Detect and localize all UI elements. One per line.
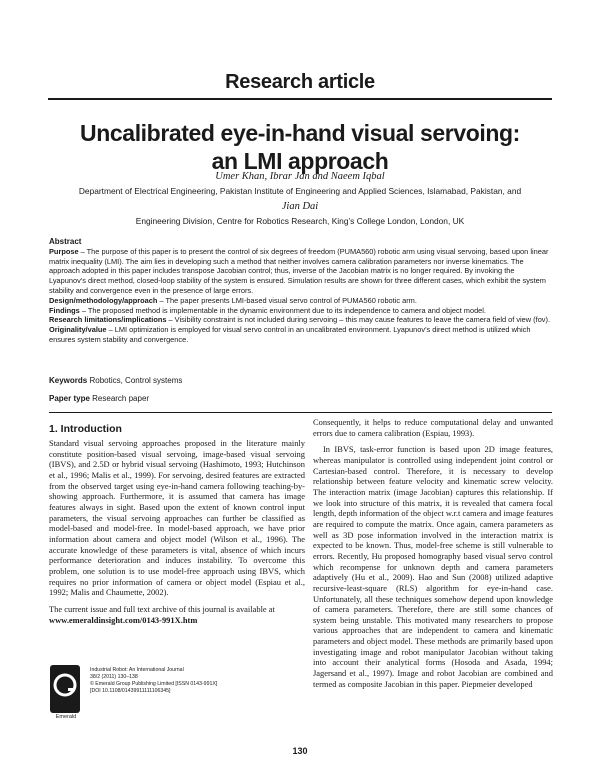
affiliation-1: Department of Electrical Engineering, Pakistan Institute of Engineering and Applied Sciences, Islamabad, Pakistan, and (78, 186, 522, 196)
abstract-originality (49, 325, 552, 345)
venue-note-text: The current issue and full text archive of this journal is available at (49, 603, 275, 614)
paper-type-label: Paper type (49, 394, 90, 403)
abstract-design (49, 296, 552, 306)
abstract-text: – The purpose of this paper is to present the control of six degrees of freedom (PUMA560) robotic arm using visual servoing, based upon linear matrix inequality (LMI). The aim lies in developing such a method that neither involves camera calibration parameters nor inverse kinematics. The approach adopted in this paper includes transpose Jacobian control; thus, inverse of the Jacobian matrix is no longer required. By invoking the Lyapunov’s direct method, closed-loop stability of the system is ensured. Simulation results are shown for three different cases, which exhibit the system stability and convergence even in the presence of large errors. (49, 246, 549, 295)
header-rule (48, 98, 552, 100)
journal-info-line: [DOI 10.1108/01439911111106345] (90, 688, 171, 694)
abstract-limitations (49, 315, 552, 325)
paper-title-line-2: an LMI approach (211, 148, 389, 174)
page-number: 130 (292, 746, 308, 756)
journal-info-line: © Emerald Group Publishing Limited [ISSN 0143-991X] (90, 681, 218, 687)
journal-info-line: 38/2 (2011) 130–138 (90, 674, 138, 680)
abstract-label: Findings (49, 305, 80, 315)
section-label: Research article (225, 71, 375, 93)
abstract-label: Design/methodology/approach (49, 295, 158, 305)
keywords-label: Keywords (49, 376, 88, 385)
venue-note (49, 604, 305, 625)
journal-url-link[interactable]: www.emeraldinsight.com/0143-991X.htm (49, 614, 198, 625)
paper-title (40, 119, 560, 175)
emerald-logo-icon (50, 665, 80, 713)
journal-info-line: Industrial Robot: An International Journal (90, 667, 184, 673)
author-list: Umer Khan, Ibrar Jan and Naeem Iqbal (215, 171, 385, 182)
body-paragraph: Consequently, it helps to reduce computational delay and unwanted errors due to camera calibration (Espiau, 1993). (313, 417, 553, 438)
abstract-label: Originality/value (49, 325, 107, 335)
body-column-left (49, 438, 305, 625)
affiliation-2: Engineering Division, Centre for Robotics Research, King’s College London, London, UK (135, 216, 465, 226)
author-2: Jian Dai (281, 201, 319, 212)
abstract (49, 237, 552, 345)
body-paragraph: In IBVS, task-error function is based upon 2D image features, whereas manipulator is controlled using independent joint control or Cartesian-based control. Therefore, it is necessary to develop relationship between feature velocity and kinematic screw velocity. The interaction matrix (image Jacobian) captures this relationship. If we look into structure of this matrix, it is revealed that camera focal length, depth information of the object w.r.t camera and image features are required to compute the matrix. Once again, camera parameters as well as 3D pose information involved in the interaction matrix is expected to be known. Thus, model-free scheme is still vulnerable to errors. Recently, Hu proposed homography based visual servo control which recompense for unknown depth and camera parameters adaptively (Hu et al., 2009). Hao and Sun (2008) utilized adaptive recursive-least-square (RLS) algorithm for eye-in-hand case. Unfortunately, all these techniques somehow depend upon knowledge of camera parameters. Therefore, there are still some chances of system being unstable. This motivated many researchers to propose various approaches that are independent to camera and kinematic parameters and object model. These methods are primarily based upon investigating image and robot manipulator Jacobian without taking into account their analytical forms (Hosoda and Asada, 1994; Jagersand et al., 1997). Image and robot Jacobian are combined and termed as composite Jacobian in this paper. Piepmeier developed (313, 444, 553, 689)
abstract-label: Research limitations/implications (49, 315, 167, 325)
abstract-label: Purpose (49, 246, 79, 256)
abstract-purpose (49, 247, 552, 296)
abstract-findings (49, 306, 552, 316)
section-divider (49, 412, 552, 413)
intro-heading: 1. Introduction (49, 423, 122, 435)
abstract-text: – The proposed method is implementable in the dynamic environment due to its independence to camera and object model. (79, 305, 486, 315)
journal-info (90, 667, 305, 695)
body-column-right (313, 417, 553, 689)
body-paragraph: Standard visual servoing approaches proposed in the literature mainly constitute position-based visual servoing, image-based visual servoing (IBVS), and 2.5D or hybrid visual servoing (Hashimoto, 1993; Hutchinson et al., 1996; Malis et al., 1999). For servoing, desired features are extracted from the observed target using eye-in-hand camera following teaching-by-showing approach. Furthermore, it is assumed that camera has image features always in sight. Based upon the extent of known control input parameters, the visual servoing approaches can further be classified as model-based and model-free. In model-based approach, we have prior information about camera and object model (Wilson et al., 1996). The accurate knowledge of these parameters is vital, absence of which incurs performance deterioration and induces instability. To overcome this problem, one solution is to use model-free approach using IBVS, which requires no prior information of camera or object model (Espiau et al., 1992; Malis and Chaumette, 2002). (49, 438, 305, 598)
publisher-logo-text: Emerald (55, 714, 77, 720)
abstract-text: – Visibility constraint is not included during servoing – this may cause features to leave the camera field of view (fov). (166, 315, 551, 325)
paper-type (49, 394, 149, 403)
abstract-heading: Abstract (49, 237, 82, 246)
keywords (49, 376, 182, 385)
paper-type-value: Research paper (92, 394, 150, 403)
paper-title-line-1: Uncalibrated eye-in-hand visual servoing: (80, 120, 520, 146)
keywords-value: Robotics, Control systems (89, 376, 183, 385)
abstract-text: – LMI optimization is employed for visual servo control in an uncalibrated environment. Lyapunov’s direct method is utilized which ensures system stability and convergence. (49, 325, 531, 344)
abstract-text: – The paper presents LMI-based visual servo control of PUMA560 robotic arm. (157, 295, 417, 305)
